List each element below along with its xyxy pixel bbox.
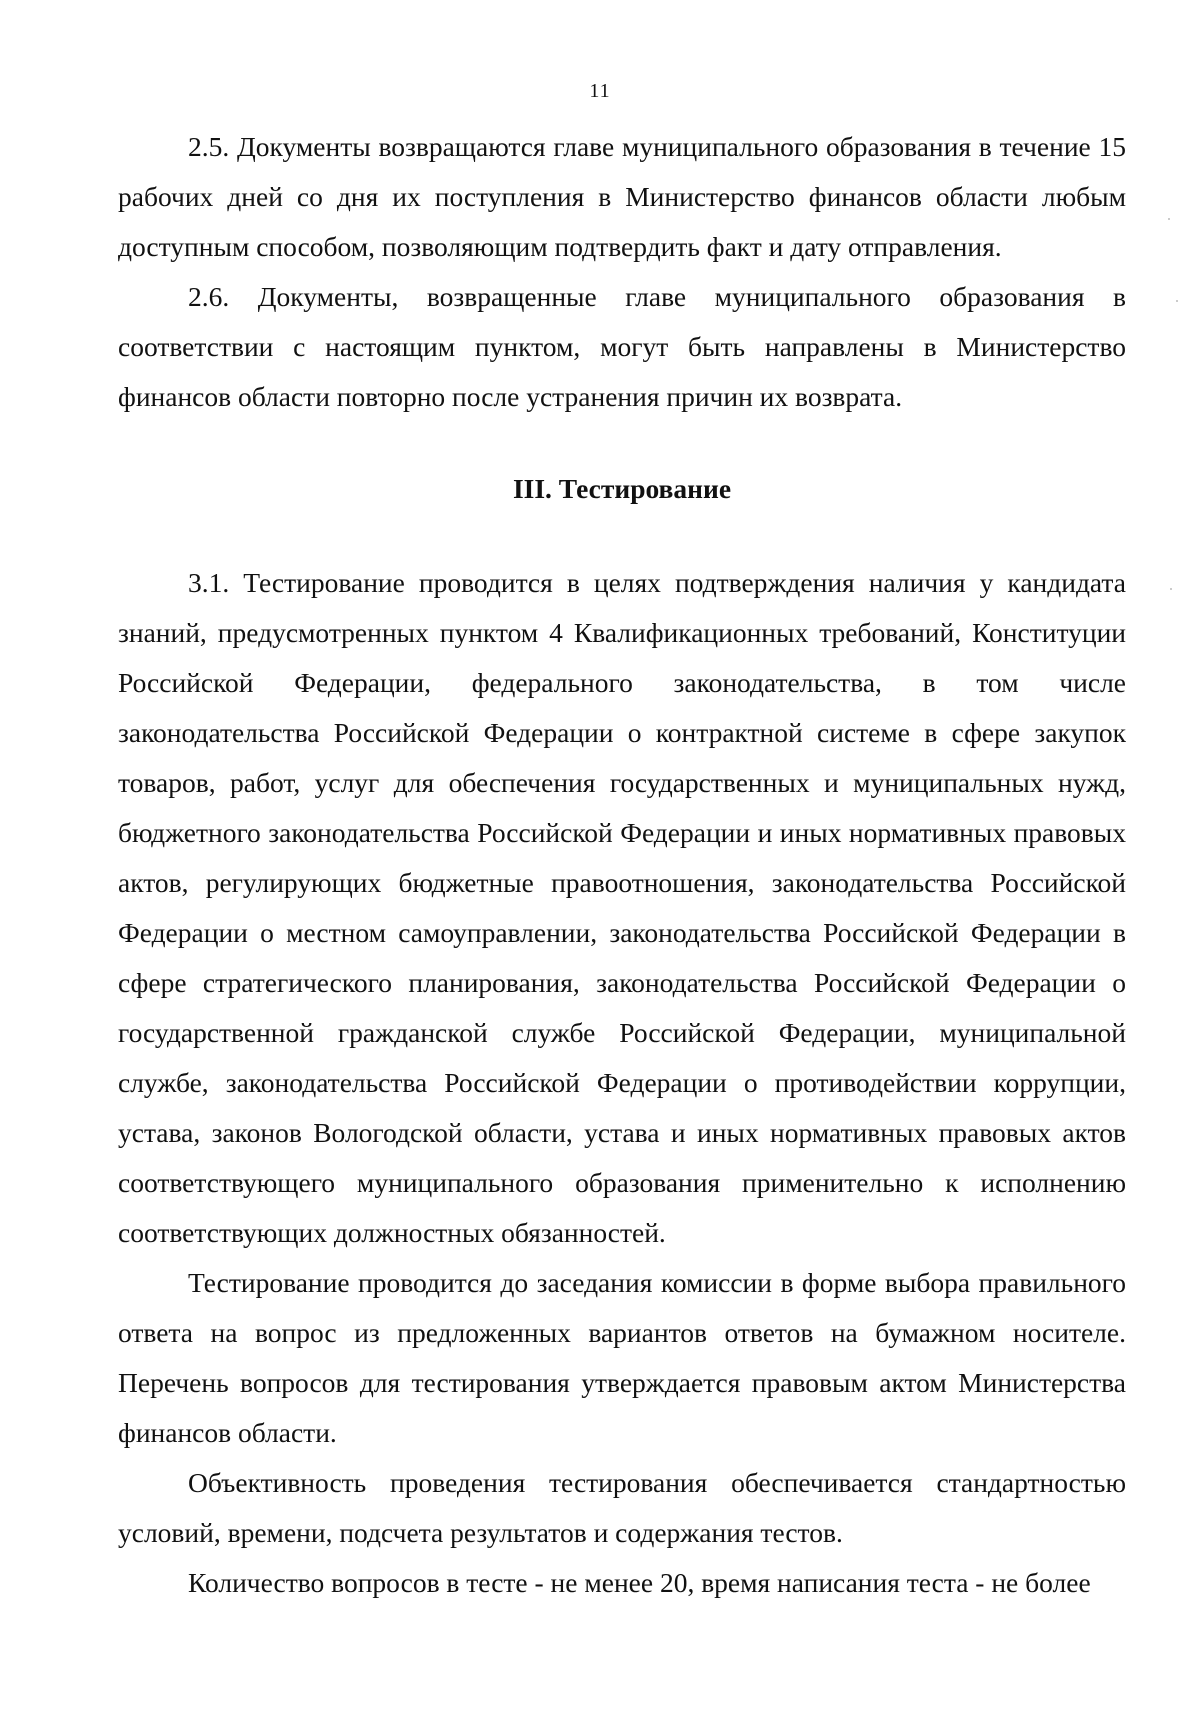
scan-speck xyxy=(1176,300,1178,302)
paragraph-testing-form: Тестирование проводится до заседания комиссии в форме выбора правильного ответа на вопрос из предложенных вариантов ответов на бумажном носителе. Перечень вопросов для тестирования утверждается правовым актом Министерства финансов области. xyxy=(118,1267,1126,1448)
paragraph-2-5: 2.5. Документы возвращаются главе муниципального образования в течение 15 рабочих дней со дня их поступления в Министерство финансов области любым доступным способом, позволяющим подтвердить факт и дату отправления. xyxy=(118,131,1126,262)
scan-speck xyxy=(1168,218,1170,220)
scan-speck xyxy=(1170,588,1172,590)
section-heading-testing: III. Тестирование xyxy=(512,473,732,504)
paragraph-question-count: Количество вопросов в тесте - не менее 20, время написания теста - не более xyxy=(188,1567,1091,1598)
document-body xyxy=(118,122,1126,1608)
page-number: 11 xyxy=(589,80,611,102)
paragraph-2-6: 2.6. Документы, возвращенные главе муниципального образования в соответствии с настоящим пунктом, могут быть направлены в Министерство финансов области повторно после устранения причин их возврата. xyxy=(118,281,1126,412)
paragraph-objectivity: Объективность проведения тестирования обеспечивается стандартностью условий, времени, подсчета результатов и содержания тестов. xyxy=(118,1467,1126,1548)
paragraph-3-1: 3.1. Тестирование проводится в целях подтверждения наличия у кандидата знаний, предусмотренных пунктом 4 Квалификационных требований, Конституции Российской Федерации, федерального законодательства, в том числе законодательства Российской Федерации о контрактной системе в сфере закупок товаров, работ, услуг для обеспечения государственных и муниципальных нужд, бюджетного законодательства Российской Федерации и иных нормативных правовых актов, регулирующих бюджетные правоотношения, законодательства Российской Федерации о местном самоуправлении, законодательства Российской Федерации в сфере стратегического планирования, законодательства Российской Федерации о государственной гражданской службе Российской Федерации, муниципальной службе, законодательства Российской Федерации о противодействии коррупции, устава, законов Вологодской области, устава и иных нормативных правовых актов соответствующего муниципального образования применительно к исполнению соответствующих должностных обязанностей. xyxy=(118,567,1126,1248)
